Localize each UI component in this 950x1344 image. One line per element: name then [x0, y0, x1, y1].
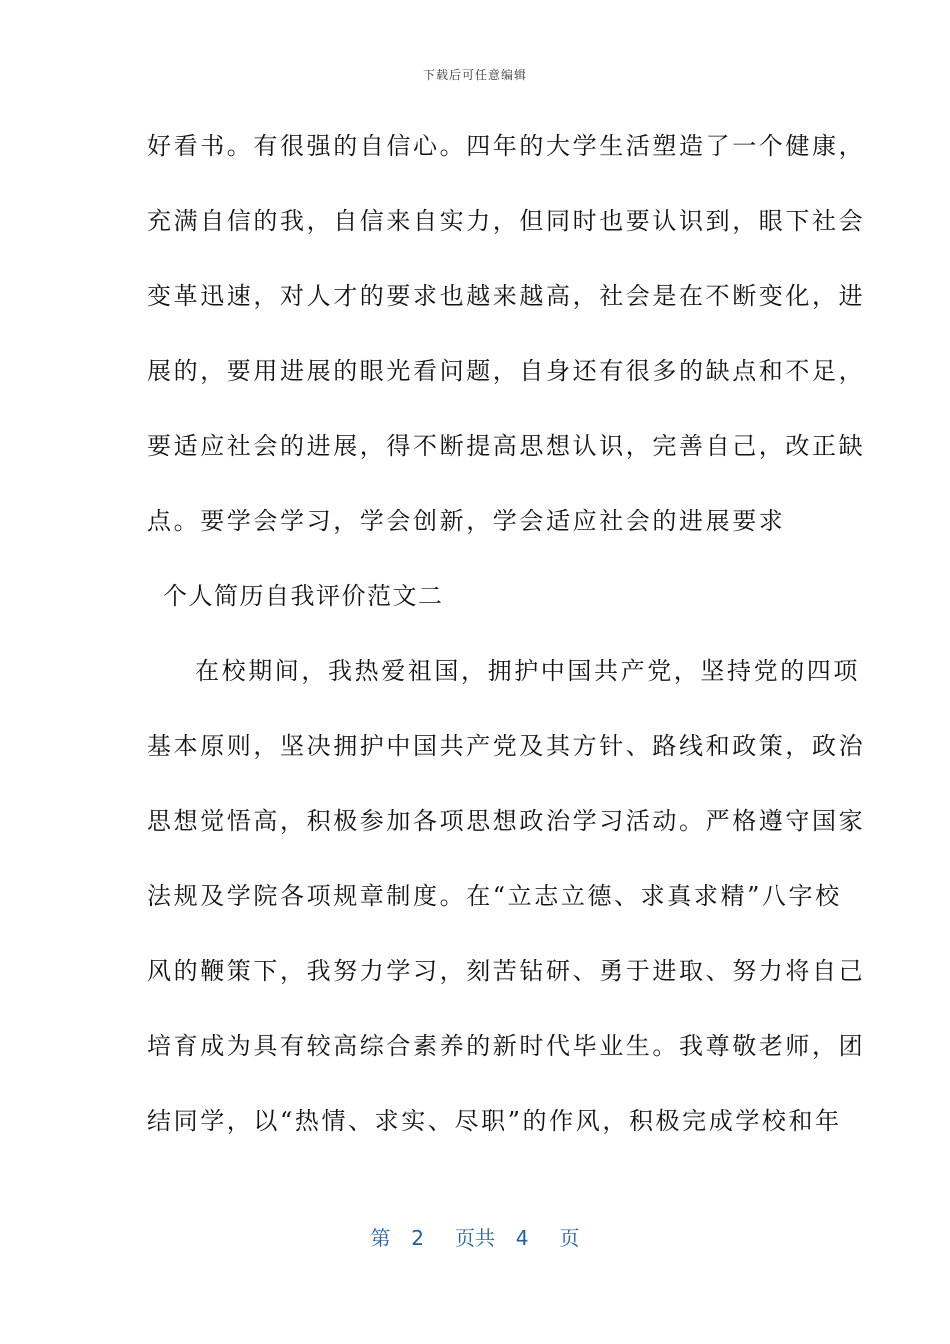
page-footer	[0, 1222, 950, 1251]
text-line: 思想觉悟高，积极参加各项思想政治学习活动。严格遵守国家	[147, 807, 866, 835]
text-line: 好看书。有很强的自信心。四年的大学生活塑造了一个健康，	[147, 132, 866, 160]
footer-prefix: 第	[370, 1226, 391, 1250]
page-header: 下载后可任意编辑	[422, 68, 527, 82]
text-line: 点。要学会学习，学会创新，学会适应社会的进展要求	[147, 507, 786, 535]
footer-current-page: 2	[411, 1226, 424, 1250]
text-line: 法规及学院各项规章制度。在“立志立德、求真求精”八字校	[147, 882, 842, 910]
document-body	[147, 120, 866, 1170]
text-line: 结同学，以“热情、求实、尽职”的作风，积极完成学校和年	[147, 1107, 842, 1135]
footer-total-pages: 4	[515, 1226, 529, 1250]
footer-middle: 页共	[455, 1226, 495, 1250]
text-line: 基本原则，坚决拥护中国共产党及其方针、路线和政策，政治	[147, 732, 866, 760]
footer-suffix: 页	[559, 1226, 580, 1250]
text-line: 要适应社会的进展，得不断提高思想认识，完善自己，改正缺	[147, 432, 866, 460]
text-line: 在校期间，我热爱祖国，拥护中国共产党，坚持党的四项	[195, 657, 860, 685]
text-line: 变革迅速，对人才的要求也越来越高，社会是在不断变化，进	[147, 282, 866, 310]
section-heading: 个人简历自我评价范文二	[163, 582, 444, 610]
text-line: 风的鞭策下，我努力学习，刻苦钻研、勇于进取、努力将自己	[147, 957, 866, 985]
text-line: 展的，要用进展的眼光看问题，自身还有很多的缺点和不足，	[147, 357, 866, 385]
text-line: 充满自信的我，自信来自实力，但同时也要认识到，眼下社会	[147, 207, 866, 235]
text-line: 培育成为具有较高综合素养的新时代毕业生。我尊敬老师，团	[147, 1032, 866, 1060]
